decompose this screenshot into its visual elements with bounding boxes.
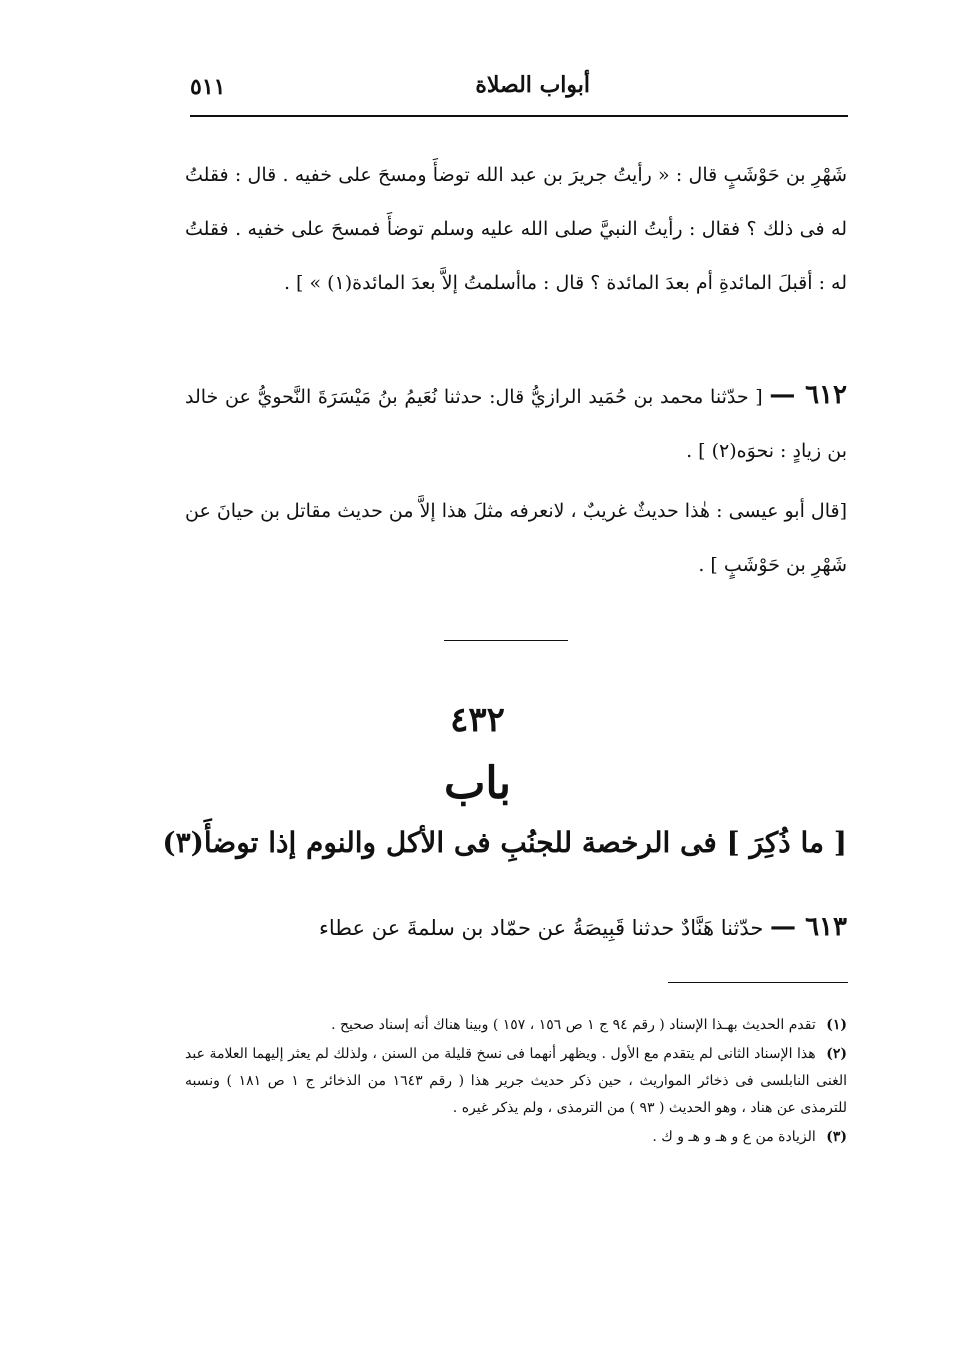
- chapter-title: [ ما ذُكِرَ ] فى الرخصة للجنُبِ فى الأكل والنوم إذا توضأَ(٣): [162, 826, 847, 859]
- page-number: ٥١١: [190, 74, 226, 100]
- footnote-text: تقدم الحديث بهـذا الإسناد ( رقم ٩٤ ج ١ ص ١٥٦ ، ١٥٧ ) وبينا هناك أنه إسناد صحيح .: [331, 1017, 816, 1033]
- paragraph-abu-isa-comment: [قال أبو عيسى : هٰذا حديثٌ غريبٌ ، لانعرفه مثلَ هذا إلاَّ من حديث مقاتل بن حيانَ عن شَهْرِ بن حَوْشَبٍ ] .: [185, 500, 847, 576]
- footnote-marker: (٣): [826, 1129, 847, 1145]
- paragraph-hadith-611-end: شَهْرِ بن حَوْشَبٍ قال : « رأيتُ جريرَ بن عبد الله توضأَ ومسحَ على خفيه . قال : فقلتُ له فى ذلك ؟ فقال : رأيتُ النبيَّ صلى الله عليه وسلم توضأَ فمسحَ على خفيه . فقلتُ له : أقبلَ المائدةِ أم بعدَ المائدة ؟ قال : ماأسلمتُ إلاَّ بعدَ المائدة(١) » ] .: [185, 164, 847, 294]
- footnote-text: هذا الإسناد الثانى لم يتقدم مع الأول . ويظهر أنهما فى نسخ قليلة من السنن ، ولذلك لم يعثر إليهما العلامة عبد الغنى النابلسى فى ذخائر المواريث ، حين ذكر حديث جرير هذا ( رقم ١٦٤٣ من الذخائر ج ١ ص ١٨١ ) ونسبه للترمذى عن هناد ، وهو الحديث ( ٩٣ ) من الترمذى ، ولم يذكر غيره .: [185, 1046, 847, 1116]
- hadith-number-613: ٦١٣ —: [770, 912, 847, 942]
- footnote-2: [185, 1041, 847, 1122]
- footnote-rule: [668, 982, 848, 983]
- footnote-1: [185, 1012, 847, 1039]
- footnote-marker: (٢): [826, 1046, 848, 1062]
- chapter-number: ٤٣٢: [450, 700, 505, 740]
- footnotes: [185, 1012, 847, 1153]
- hadith-text-612: [ حدّثنا محمد بن حُمَيد الرازيُّ قال: حدثنا نُعَيمُ بنُ مَيْسَرَةَ النَّحويُّ عن خالد بن زيادٍ : نحوَه(٢) ] .: [185, 386, 847, 462]
- header-rule: [190, 115, 848, 117]
- chapter-label: باب: [443, 758, 512, 809]
- footnote-marker: (١): [826, 1017, 847, 1033]
- hadith-text-613: حدّثنا هَنَّادٌ حدثنا قَبِيصَةُ عن حمّاد بن سلمةَ عن عطاء: [319, 916, 764, 940]
- paragraph-hadith-612: [185, 368, 847, 478]
- running-header: [190, 72, 840, 112]
- paragraph-hadith-613: [185, 900, 847, 955]
- page-title: أبواب الصلاة: [475, 72, 590, 98]
- hadith-number-612: ٦١٢ —: [769, 380, 847, 410]
- footnote-3: [185, 1124, 847, 1151]
- footnote-text: الزيادة من ع و هـ و هـ و ك .: [652, 1129, 816, 1145]
- section-divider: [444, 640, 568, 641]
